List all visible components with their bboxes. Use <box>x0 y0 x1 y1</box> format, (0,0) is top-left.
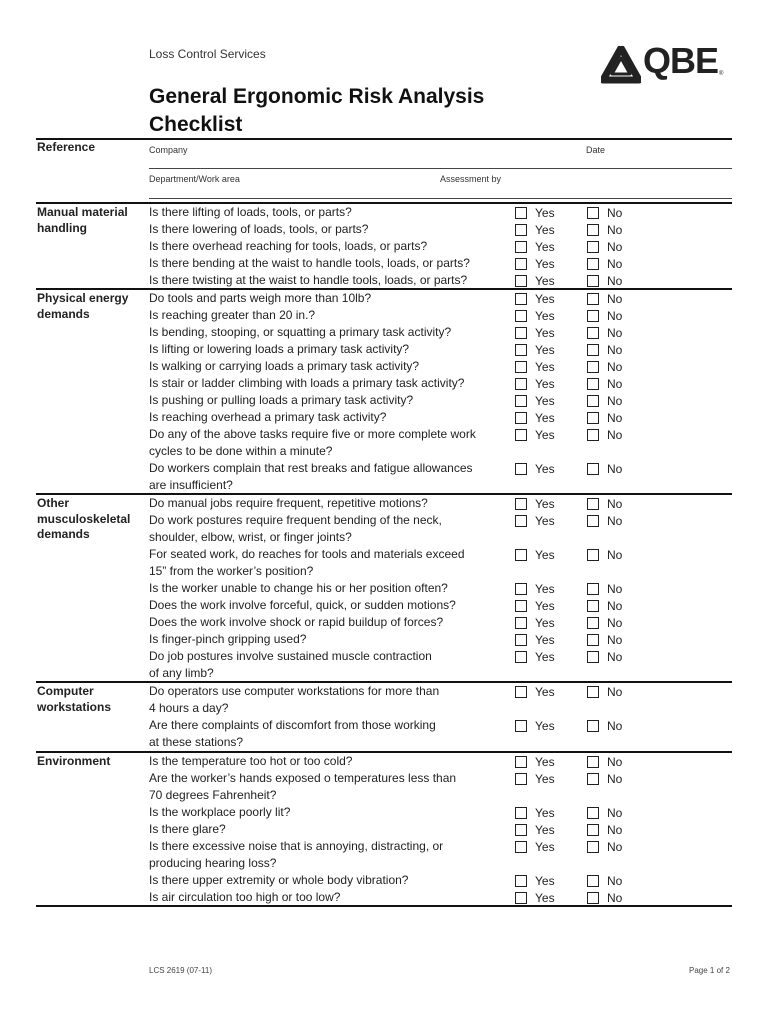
no-option-label: No <box>607 206 623 220</box>
yes-option-label: Yes <box>535 309 555 323</box>
no-checkbox[interactable] <box>587 310 599 322</box>
yes-option-label: Yes <box>535 514 555 528</box>
yes-option-label: Yes <box>535 891 555 905</box>
title-line-2: Checklist <box>149 113 243 136</box>
no-checkbox[interactable] <box>587 651 599 663</box>
yes-option-label: Yes <box>535 257 555 271</box>
no-checkbox[interactable] <box>587 756 599 768</box>
yes-option-label: Yes <box>535 326 555 340</box>
no-option-label: No <box>607 343 623 357</box>
qbe-logo <box>601 40 731 84</box>
yes-option-label: Yes <box>535 411 555 425</box>
yes-option-label: Yes <box>535 223 555 237</box>
no-option-label: No <box>607 582 623 596</box>
no-checkbox[interactable] <box>587 634 599 646</box>
question-text: cycles to be done within a minute? <box>149 444 333 458</box>
no-option-label: No <box>607 514 623 528</box>
qbe-emblem-icon <box>601 46 641 84</box>
yes-checkbox[interactable] <box>515 549 527 561</box>
no-checkbox[interactable] <box>587 412 599 424</box>
section-label-environment: Environment <box>37 754 111 768</box>
no-option-label: No <box>607 377 623 391</box>
question-text: shoulder, elbow, wrist, or finger joints? <box>149 530 352 544</box>
question-text: 4 hours a day? <box>149 701 229 715</box>
yes-option-label: Yes <box>535 874 555 888</box>
page-title <box>149 83 484 139</box>
no-checkbox[interactable] <box>587 600 599 612</box>
yes-checkbox[interactable] <box>515 617 527 629</box>
question-text: Do manual jobs require frequent, repetitive motions? <box>149 496 428 510</box>
no-checkbox[interactable] <box>587 720 599 732</box>
yes-option-label: Yes <box>535 840 555 854</box>
yes-option-label: Yes <box>535 772 555 786</box>
no-checkbox[interactable] <box>587 515 599 527</box>
no-option-label: No <box>607 428 623 442</box>
no-option-label: No <box>607 891 623 905</box>
question-text: 15” from the worker’s position? <box>149 564 314 578</box>
question-text: Is reaching greater than 20 in.? <box>149 308 316 322</box>
no-checkbox[interactable] <box>587 892 599 904</box>
yes-checkbox[interactable] <box>515 378 527 390</box>
no-checkbox[interactable] <box>587 293 599 305</box>
title-line-1: General Ergonomic Risk Analysis <box>149 85 485 108</box>
section-label-manual-material-handling: Manual material handling <box>37 205 128 235</box>
question-text: Is there glare? <box>149 822 226 836</box>
section-label-other-musculoskeletal-demands: Other musculoskeletal demands <box>37 496 131 541</box>
yes-option-label: Yes <box>535 685 555 699</box>
question-text: Is finger-pinch gripping used? <box>149 632 307 646</box>
yes-checkbox[interactable] <box>515 686 527 698</box>
no-option-label: No <box>607 616 623 630</box>
yes-checkbox[interactable] <box>515 807 527 819</box>
yes-option-label: Yes <box>535 240 555 254</box>
yes-checkbox[interactable] <box>515 841 527 853</box>
yes-option-label: Yes <box>535 377 555 391</box>
question-text: Is there twisting at the waist to handle tools, loads, or parts? <box>149 273 468 287</box>
question-text: Is air circulation too high or too low? <box>149 890 341 904</box>
question-text: Does the work involve forceful, quick, or sudden motions? <box>149 598 456 612</box>
yes-option-label: Yes <box>535 428 555 442</box>
no-option-label: No <box>607 274 623 288</box>
no-option-label: No <box>607 719 623 733</box>
question-text: at these stations? <box>149 735 244 749</box>
question-text: Is there lifting of loads, tools, or parts? <box>149 205 352 219</box>
yes-checkbox[interactable] <box>515 429 527 441</box>
yes-checkbox[interactable] <box>515 583 527 595</box>
yes-option-label: Yes <box>535 462 555 476</box>
reference-label: Reference <box>37 140 96 154</box>
no-option-label: No <box>607 411 623 425</box>
department-field-label: Department/Work area <box>149 174 240 184</box>
yes-checkbox[interactable] <box>515 515 527 527</box>
no-option-label: No <box>607 292 623 306</box>
no-checkbox[interactable] <box>587 275 599 287</box>
question-text: Is there bending at the waist to handle tools, loads, or parts? <box>149 256 470 270</box>
yes-option-label: Yes <box>535 292 555 306</box>
question-text: Is there overhead reaching for tools, loads, or parts? <box>149 239 428 253</box>
yes-option-label: Yes <box>535 274 555 288</box>
question-text: Do any of the above tasks require five or more complete work <box>149 427 476 441</box>
no-checkbox[interactable] <box>587 549 599 561</box>
question-text: Is there upper extremity or whole body vibration? <box>149 873 409 887</box>
no-option-label: No <box>607 360 623 374</box>
assessment-field-label: Assessment by <box>440 174 502 184</box>
no-option-label: No <box>607 874 623 888</box>
no-option-label: No <box>607 685 623 699</box>
no-checkbox[interactable] <box>587 258 599 270</box>
no-checkbox[interactable] <box>587 361 599 373</box>
question-text: Is stair or ladder climbing with loads a primary task activity? <box>149 376 465 390</box>
no-option-label: No <box>607 240 623 254</box>
question-text: Does the work involve shock or rapid buildup of forces? <box>149 615 444 629</box>
yes-option-label: Yes <box>535 806 555 820</box>
yes-checkbox[interactable] <box>515 310 527 322</box>
no-checkbox[interactable] <box>587 773 599 785</box>
no-checkbox[interactable] <box>587 378 599 390</box>
yes-option-label: Yes <box>535 599 555 613</box>
company-line <box>149 168 732 169</box>
no-checkbox[interactable] <box>587 824 599 836</box>
yes-checkbox[interactable] <box>515 720 527 732</box>
no-checkbox[interactable] <box>587 875 599 887</box>
yes-checkbox[interactable] <box>515 258 527 270</box>
no-option-label: No <box>607 772 623 786</box>
no-option-label: No <box>607 326 623 340</box>
no-option-label: No <box>607 823 623 837</box>
yes-checkbox[interactable] <box>515 600 527 612</box>
question-text: are insufficient? <box>149 478 233 492</box>
yes-checkbox[interactable] <box>515 498 527 510</box>
yes-option-label: Yes <box>535 582 555 596</box>
yes-option-label: Yes <box>535 394 555 408</box>
question-text: Is pushing or pulling loads a primary task activity? <box>149 393 414 407</box>
yes-option-label: Yes <box>535 548 555 562</box>
no-checkbox[interactable] <box>587 207 599 219</box>
yes-checkbox[interactable] <box>515 463 527 475</box>
question-text: Is walking or carrying loads a primary task activity? <box>149 359 420 373</box>
form-code: LCS 2619 (07-11) <box>149 966 212 975</box>
question-text: Do workers complain that rest breaks and fatigue allowances <box>149 461 473 475</box>
yes-checkbox[interactable] <box>515 634 527 646</box>
question-text: producing hearing loss? <box>149 856 277 870</box>
page-number: Page 1 of 2 <box>689 966 730 975</box>
no-option-label: No <box>607 497 623 511</box>
yes-option-label: Yes <box>535 360 555 374</box>
yes-checkbox[interactable] <box>515 773 527 785</box>
yes-checkbox[interactable] <box>515 207 527 219</box>
yes-checkbox[interactable] <box>515 892 527 904</box>
department-name: Loss Control Services <box>149 47 266 61</box>
no-checkbox[interactable] <box>587 463 599 475</box>
no-option-label: No <box>607 462 623 476</box>
no-checkbox[interactable] <box>587 429 599 441</box>
question-text: Do tools and parts weigh more than 10lb? <box>149 291 372 305</box>
no-option-label: No <box>607 633 623 647</box>
yes-checkbox[interactable] <box>515 875 527 887</box>
section-label-physical-energy-demands: Physical energy demands <box>37 291 129 321</box>
no-option-label: No <box>607 755 623 769</box>
no-option-label: No <box>607 806 623 820</box>
logo-text: QBE <box>643 40 719 81</box>
question-text: 70 degrees Fahrenheit? <box>149 788 277 802</box>
no-option-label: No <box>607 599 623 613</box>
question-text: Is the worker unable to change his or her position often? <box>149 581 448 595</box>
yes-checkbox[interactable] <box>515 275 527 287</box>
yes-checkbox[interactable] <box>515 395 527 407</box>
question-text: Is the workplace poorly lit? <box>149 805 291 819</box>
yes-checkbox[interactable] <box>515 824 527 836</box>
yes-checkbox[interactable] <box>515 344 527 356</box>
no-checkbox[interactable] <box>587 344 599 356</box>
section-label-computer-workstations: Computer workstations <box>37 684 112 714</box>
question-text: Is lifting or lowering loads a primary task activity? <box>149 342 410 356</box>
yes-checkbox[interactable] <box>515 224 527 236</box>
bottom-rule <box>36 905 732 907</box>
question-text: Is reaching overhead a primary task activity? <box>149 410 387 424</box>
yes-checkbox[interactable] <box>515 241 527 253</box>
no-checkbox[interactable] <box>587 395 599 407</box>
question-text: Are there complaints of discomfort from those working <box>149 718 436 732</box>
yes-option-label: Yes <box>535 616 555 630</box>
yes-checkbox[interactable] <box>515 756 527 768</box>
question-text: of any limb? <box>149 666 214 680</box>
no-checkbox[interactable] <box>587 241 599 253</box>
yes-checkbox[interactable] <box>515 327 527 339</box>
no-option-label: No <box>607 840 623 854</box>
no-checkbox[interactable] <box>587 498 599 510</box>
yes-option-label: Yes <box>535 823 555 837</box>
no-option-label: No <box>607 257 623 271</box>
no-option-label: No <box>607 223 623 237</box>
no-checkbox[interactable] <box>587 807 599 819</box>
question-text: Do work postures require frequent bending of the neck, <box>149 513 442 527</box>
yes-option-label: Yes <box>535 650 555 664</box>
question-text: Do operators use computer workstations for more than <box>149 684 440 698</box>
question-text: Is there lowering of loads, tools, or parts? <box>149 222 369 236</box>
question-text: Is bending, stooping, or squatting a primary task activity? <box>149 325 452 339</box>
question-text: For seated work, do reaches for tools and materials exceed <box>149 547 465 561</box>
question-text: Do job postures involve sustained muscle contraction <box>149 649 432 663</box>
registered-mark: ® <box>719 71 724 77</box>
no-checkbox[interactable] <box>587 841 599 853</box>
yes-option-label: Yes <box>535 633 555 647</box>
yes-checkbox[interactable] <box>515 651 527 663</box>
yes-option-label: Yes <box>535 719 555 733</box>
yes-option-label: Yes <box>535 497 555 511</box>
yes-option-label: Yes <box>535 755 555 769</box>
question-text: Are the worker’s hands exposed o temperatures less than <box>149 771 457 785</box>
date-field-label: Date <box>586 145 606 155</box>
no-checkbox[interactable] <box>587 327 599 339</box>
yes-checkbox[interactable] <box>515 293 527 305</box>
company-field-label: Company <box>149 145 188 155</box>
no-checkbox[interactable] <box>587 617 599 629</box>
yes-option-label: Yes <box>535 343 555 357</box>
yes-checkbox[interactable] <box>515 361 527 373</box>
yes-option-label: Yes <box>535 206 555 220</box>
no-option-label: No <box>607 394 623 408</box>
no-option-label: No <box>607 548 623 562</box>
question-text: Is the temperature too hot or too cold? <box>149 754 353 768</box>
department-line <box>149 198 732 199</box>
question-text: Is there excessive noise that is annoying, distracting, or <box>149 839 444 853</box>
no-checkbox[interactable] <box>587 686 599 698</box>
no-option-label: No <box>607 650 623 664</box>
no-checkbox[interactable] <box>587 224 599 236</box>
no-checkbox[interactable] <box>587 583 599 595</box>
top-rule <box>36 138 732 140</box>
no-option-label: No <box>607 309 623 323</box>
yes-checkbox[interactable] <box>515 412 527 424</box>
